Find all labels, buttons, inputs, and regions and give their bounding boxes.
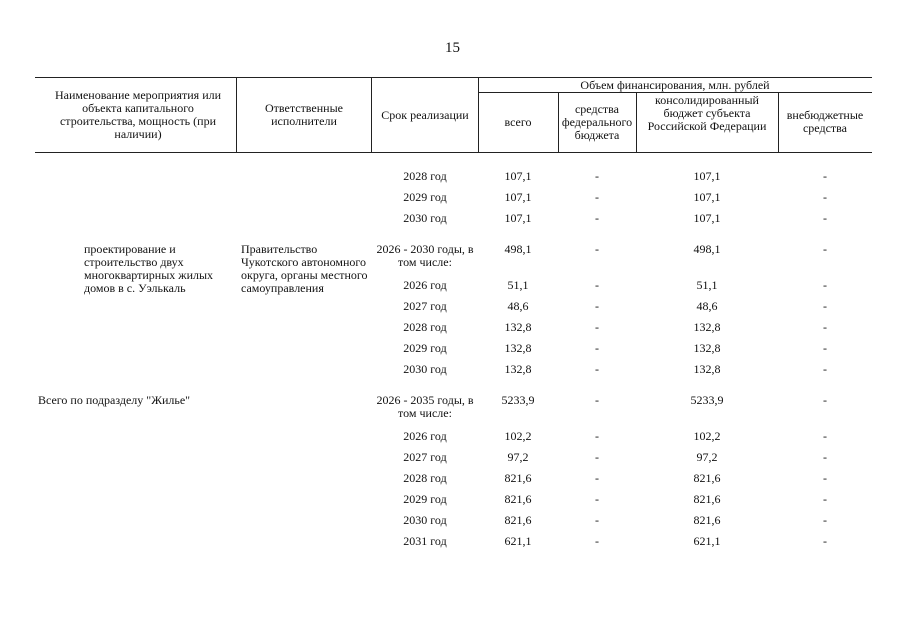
row-extra: - — [823, 278, 827, 292]
row-period: 2029 год — [403, 190, 447, 204]
row-extra: - — [823, 393, 827, 407]
row-extra: - — [823, 362, 827, 376]
responsible-executors: Правительство Чукотского автономного округа, органы местного самоуправления — [241, 242, 368, 295]
row-extra: - — [823, 320, 827, 334]
row-federal: - — [595, 362, 599, 376]
row-regional: 821,6 — [693, 513, 721, 527]
row-period: 2026 - 2030 годы, в том числе: — [376, 242, 474, 269]
row-federal: - — [595, 190, 599, 204]
row-federal: - — [595, 513, 599, 527]
row-federal: - — [595, 534, 599, 548]
header-divider-1 — [236, 77, 237, 152]
row-period: 2029 год — [403, 341, 447, 355]
row-total: 821,6 — [504, 471, 532, 485]
row-extra: - — [823, 450, 827, 464]
row-regional: 132,8 — [693, 362, 721, 376]
row-extra: - — [823, 534, 827, 548]
row-extra: - — [823, 471, 827, 485]
row-federal: - — [595, 341, 599, 355]
row-regional: 821,6 — [693, 471, 721, 485]
row-period: 2027 год — [403, 450, 447, 464]
row-regional: 107,1 — [693, 211, 721, 225]
row-total: 821,6 — [504, 513, 532, 527]
row-extra: - — [823, 492, 827, 506]
subsection-total-label: Всего по подразделу "Жилье" — [38, 393, 191, 407]
row-period: 2026 год — [403, 278, 447, 292]
header-total: всего — [504, 115, 532, 129]
row-regional: 97,2 — [696, 450, 718, 464]
row-total: 107,1 — [504, 190, 532, 204]
row-period: 2028 год — [403, 169, 447, 183]
row-total: 498,1 — [504, 242, 532, 256]
header-extra: внебюджетные средства — [786, 108, 864, 135]
row-extra: - — [823, 429, 827, 443]
row-total: 132,8 — [504, 362, 532, 376]
row-federal: - — [595, 429, 599, 443]
row-regional: 102,2 — [693, 429, 721, 443]
row-federal: - — [595, 211, 599, 225]
row-federal: - — [595, 492, 599, 506]
row-regional: 107,1 — [693, 169, 721, 183]
row-total: 5233,9 — [501, 393, 535, 407]
row-total: 621,1 — [504, 534, 532, 548]
row-total: 51,1 — [507, 278, 529, 292]
row-period: 2027 год — [403, 299, 447, 313]
measure-name: проектирование и строительство двух многоквартирных жилых домов в с. Уэлькаль — [84, 242, 214, 295]
row-total: 102,2 — [504, 429, 532, 443]
row-period: 2028 год — [403, 471, 447, 485]
row-federal: - — [595, 393, 599, 407]
row-regional: 621,1 — [693, 534, 721, 548]
row-period: 2028 год — [403, 320, 447, 334]
row-federal: - — [595, 169, 599, 183]
row-period: 2029 год — [403, 492, 447, 506]
row-federal: - — [595, 471, 599, 485]
row-extra: - — [823, 299, 827, 313]
row-regional: 51,1 — [696, 278, 718, 292]
row-period: 2030 год — [403, 211, 447, 225]
row-total: 107,1 — [504, 211, 532, 225]
row-regional: 132,8 — [693, 341, 721, 355]
row-regional: 5233,9 — [690, 393, 724, 407]
row-regional: 498,1 — [693, 242, 721, 256]
row-total: 48,6 — [507, 299, 529, 313]
row-total: 132,8 — [504, 320, 532, 334]
row-extra: - — [823, 513, 827, 527]
header-responsible: Ответственные исполнители — [265, 101, 343, 128]
header-funding: Объем финансирования, млн. рублей — [580, 78, 770, 92]
row-federal: - — [595, 320, 599, 334]
row-total: 132,8 — [504, 341, 532, 355]
row-regional: 107,1 — [693, 190, 721, 204]
header-bottom-border — [35, 152, 872, 153]
row-period: 2030 год — [403, 513, 447, 527]
row-period: 2030 год — [403, 362, 447, 376]
row-extra: - — [823, 341, 827, 355]
row-federal: - — [595, 242, 599, 256]
row-period: 2031 год — [403, 534, 447, 548]
row-federal: - — [595, 278, 599, 292]
row-extra: - — [823, 169, 827, 183]
row-period: 2026 год — [403, 429, 447, 443]
row-regional: 48,6 — [696, 299, 718, 313]
row-total: 821,6 — [504, 492, 532, 506]
row-total: 97,2 — [507, 450, 529, 464]
row-extra: - — [823, 242, 827, 256]
row-extra: - — [823, 190, 827, 204]
header-regional: консолидированный бюджет субъекта Российской Федерации — [647, 93, 767, 133]
row-federal: - — [595, 450, 599, 464]
page-number: 15 — [445, 40, 460, 56]
row-total: 107,1 — [504, 169, 532, 183]
row-extra: - — [823, 211, 827, 225]
row-regional: 821,6 — [693, 492, 721, 506]
header-period: Срок реализации — [381, 108, 469, 122]
header-name: Наименование мероприятия или объекта капитального строительства, мощность (при наличии) — [54, 88, 222, 141]
row-period: 2026 - 2035 годы, в том числе: — [376, 393, 474, 420]
header-federal: средства федерального бюджета — [561, 102, 633, 142]
row-regional: 132,8 — [693, 320, 721, 334]
row-federal: - — [595, 299, 599, 313]
